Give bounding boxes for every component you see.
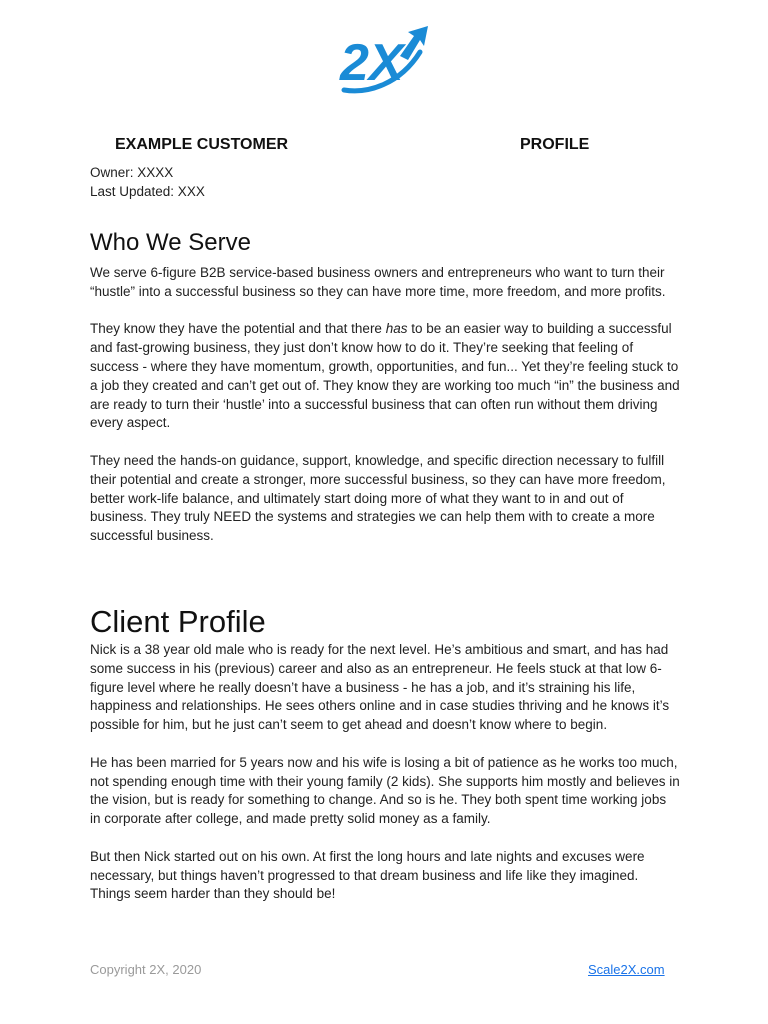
who-we-serve-paragraph-1: We serve 6-figure B2B service-based business owners and entrepreneurs who want to turn their “hustle” into a successful business so they can have more time, more freedom, and more profits. [90,265,666,299]
header-title-left: EXAMPLE CUSTOMER [115,136,289,153]
client-profile-paragraph-2: He has been married for 5 years now and his wife is losing a bit of patience as he works too much, not spending enough time with their young family (2 kids). She supports him mostly and believes in the vision, but is ready for something to change. And so is he. They both spent time working jobs in corporate after college, and made pretty solid money as a family. [90,754,680,827]
client-profile-paragraph-3: But then Nick started out on his own. At first the long hours and late nights and excuses were necessary, but things haven’t progressed to that dream business and life like they imagined. Things seem harder than they should be! [90,848,645,902]
client-profile-paragraph-1: Nick is a 38 year old male who is ready for the next level. He’s ambitious and smart, and has had some success in his (previous) career and also as an entrepreneur. He feels stuck at that low 6-figure level where he really doesn’t have a business - he has a job, and it’s straining his life, happiness and relationships. He sees others online and in case studies thriving and he knows it’s possible for him, but he just can’t seem to get ahead and doesn’t know where to begin. [90,642,670,733]
footer-copyright: Copyright 2X, 2020 [90,962,202,977]
who-we-serve-heading: Who We Serve [90,229,251,256]
who-we-serve-paragraph-3: They need the hands-on guidance, support, knowledge, and specific direction necessary to fulfill their potential and create a stronger, more successful business, so they can have more freedom, better work-life balance, and ultimately start doing more of what they want to in and out of business. They truly NEED the systems and strategies we can help them with to create a more successful business. [90,452,666,544]
who-we-serve-paragraph-2 [90,320,680,433]
p2-text-after: to be an easier way to building a successful and fast-growing business, they just don’t know how to do it. They’re seeking that feeling of success - where they have momentum, growth, opportunities, and fun... Yet they’re feeling stuck to a job they created and can’t get out of. They know they are working too much “in” the business and are ready to turn their ‘hustle’ into a successful business that can often run without them driving every aspect. [90,321,680,431]
p2-emphasis: has [385,321,408,337]
owner-line: Owner: XXXX [90,165,174,180]
p2-text-before: They know they have the potential and that there [90,321,386,337]
client-profile-section [90,603,680,923]
who-we-serve-section [90,228,680,565]
document-meta [90,163,205,201]
footer-website-link[interactable]: Scale2X.com [588,962,665,977]
header-title-right: PROFILE [520,136,590,153]
logo-text: 2X [340,34,404,92]
company-logo [338,22,430,100]
logo-arrow-icon [400,26,428,60]
client-profile-heading: Client Profile [90,604,266,639]
last-updated-line: Last Updated: XXX [90,184,205,199]
document-header [0,136,768,156]
